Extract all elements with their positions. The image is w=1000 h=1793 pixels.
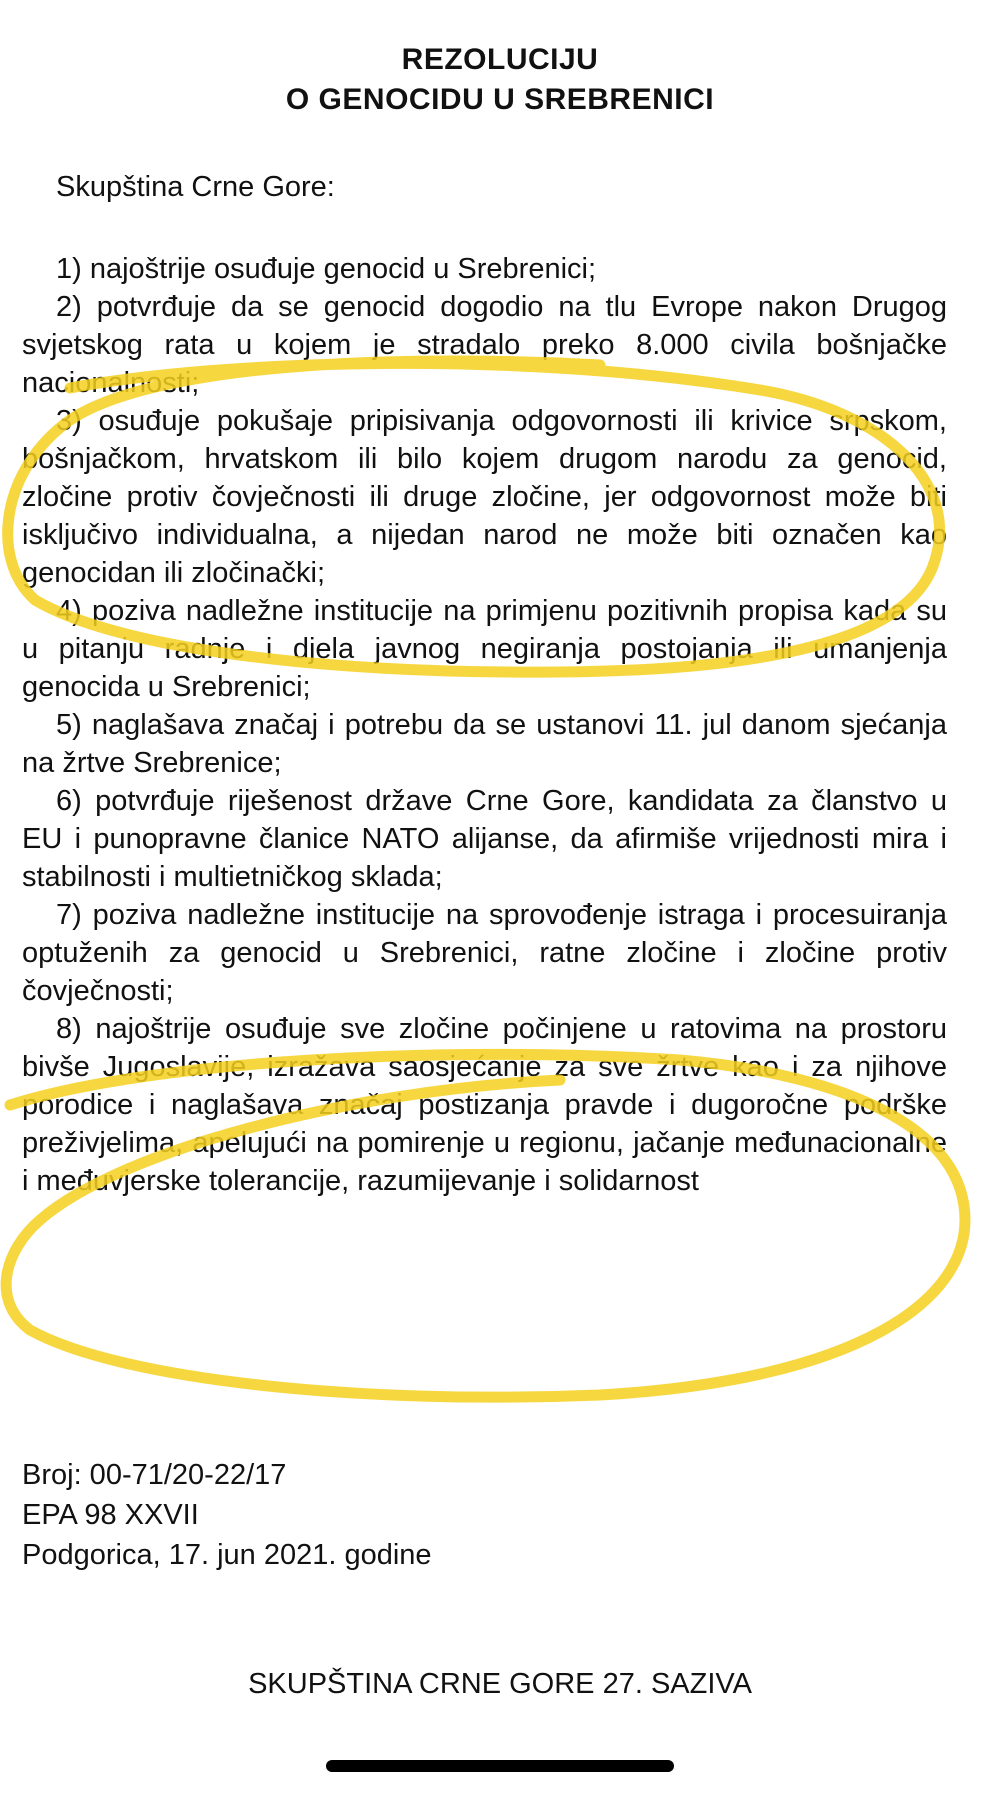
epa-number: EPA 98 XXVII: [22, 1499, 199, 1531]
resolution-item-5: 5) naglašava značaj i potrebu da se ustanovi 11. jul danom sjećanja na žrtve Srebrenice;: [22, 709, 947, 779]
resolution-item-2: 2) potvrđuje da se genocid dogodio na tlu Evrope nakon Drugog svjetskog rata u kojem je stradalo preko 8.000 civila bošnjačke nacionalnosti;: [22, 291, 947, 399]
document-meta: [22, 1455, 432, 1575]
resolution-item-8: 8) najoštrije osuđuje sve zločine počinjene u ratovima na prostoru bivše Jugoslavije, izražava saosjećanje za sve žrtve kao i za njihove porodice i naglašava značaj postizanja pravde i dugoročne podrške preživjelima, apelujući na pomirenje u regionu, jačanje međunacionalne i međuvjerske tolerancije, razumijevanje i solidarnost: [22, 1013, 947, 1197]
home-indicator[interactable]: [326, 1760, 674, 1772]
document-number: Broj: 00-71/20-22/17: [22, 1459, 287, 1491]
document-footer: SKUPŠTINA CRNE GORE 27. SAZIVA: [248, 1668, 752, 1700]
resolution-item-7: 7) poziva nadležne institucije na sprovođenje istraga i procesuiranja optuženih za genocid u Srebrenici, ratne zločine i zločine protiv čovječnosti;: [22, 899, 947, 1007]
place-date: Podgorica, 17. jun 2021. godine: [22, 1539, 432, 1571]
resolution-item-4: 4) poziva nadležne institucije na primjenu pozitivnih propisa kada su u pitanju radnje i djela javnog negiranja postojanja ili umanjenja genocida u Srebrenici;: [22, 595, 947, 703]
resolution-item-6: 6) potvrđuje riješenost države Crne Gore, kandidata za članstvo u EU i punopravne članice NATO alijanse, da afirmiše vrijednosti mira i stabilnosti i multietničkog sklada;: [22, 785, 947, 893]
title-line-2: O GENOCIDU U SREBRENICI: [285, 83, 715, 116]
intro-text: Skupština Crne Gore:: [56, 171, 335, 203]
resolution-item-1: 1) najoštrije osuđuje genocid u Srebrenici;: [56, 253, 597, 285]
title-line-1: REZOLUCIJU: [401, 43, 599, 76]
resolution-item-3: 3) osuđuje pokušaje pripisivanja odgovornosti ili krivice srpskom, bošnjačkom, hrvatskom ili bilo kojem drugom narodu za genocid, zločine protiv čovječnosti ili druge zločine, jer odgovornost može biti isključivo individualna, a nijedan narod ne može biti označen kao genocidan ili zločinački;: [22, 405, 947, 589]
resolution-items: [22, 250, 947, 1200]
document-title: [0, 40, 1000, 120]
